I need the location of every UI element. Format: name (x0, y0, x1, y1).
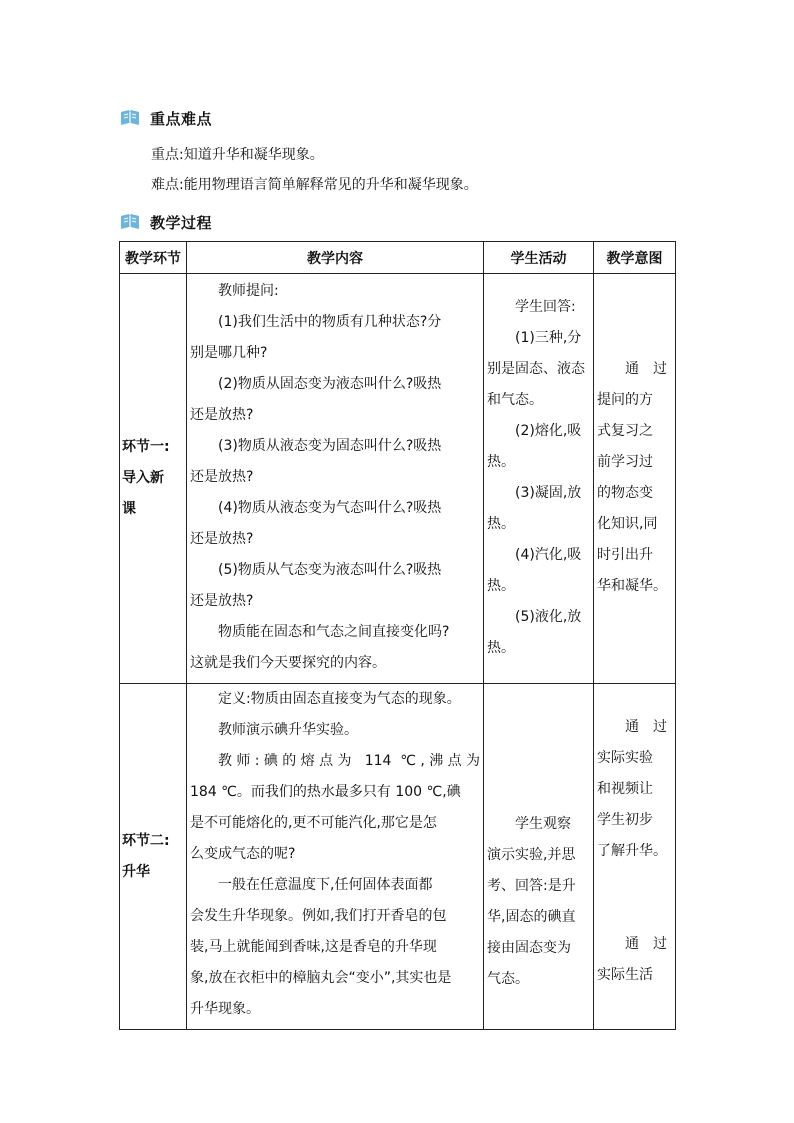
section-heading-teaching-process (120, 211, 212, 233)
table-header-row (120, 242, 676, 274)
book-icon (120, 213, 140, 231)
stage-label: 环节一: 导入新 课 (122, 439, 170, 517)
stage-cell (120, 274, 187, 684)
teaching-process-table (119, 241, 676, 1030)
intent-cell: 通 过 提问的方 式复习之 前学习过 的物态变 化知识,同 时引出升 华和凝华。 (594, 274, 676, 684)
header-activity: 学生活动 (484, 242, 594, 274)
section-title: 重点难点 (150, 109, 213, 128)
stage-label: 环节二: 升华 (122, 832, 170, 880)
content-cell: 教师提问: (1)我们生活中的物质有几种状态?分 别是哪几种? (2)物质从固态变为液态叫什么?吸热 还是放热? (3)物质从液态变为固态叫什么?吸热 还是放热? (4)物质从液态变为气态叫什么?吸热 还是放热? (5)物质从气态变为液态叫什么?吸热 还是放热? 物质能在固态和气态之间直接变化吗? 这就是我们今天要探究的内容。 (187, 274, 484, 684)
header-stage: 教学环节 (120, 242, 187, 274)
content-cell: 定义:物质由固态直接变为气态的现象。 教师演示碘升华实验。 教师:碘的熔点为 114 ℃,沸点为 184 ℃。而我们的热水最多只有 100 ℃,碘 是不可能熔化的,更不可能汽化,那它是怎 么变成气态的呢? 一般在任意温度下,任何固体表面都 会发生升华现象。例如,我们打开香皂的包 装,马上就能闻到香味,这是香皂的升华现 象,放在衣柜中的樟脑丸会“变小”,其实也是 升华现象。 (187, 684, 484, 1030)
intent-cell: 通 过 实际实验 和视频让 学生初步 了解升华。 通 过 实际生活 (594, 684, 676, 1030)
header-intent: 教学意图 (594, 242, 676, 274)
difficulty-text: 难点:能用物理语言简单解释常见的升华和凝华现象。 (151, 177, 478, 193)
key-point-text: 重点:知道升华和凝华现象。 (151, 147, 324, 163)
table-row (120, 684, 676, 1030)
activity-cell: 学生观察 演示实验,并思 考、回答:是升 华,固态的碘直 接由固态变为 气态。 (484, 684, 594, 1030)
activity-cell: 学生回答: (1)三种,分 别是固态、液态 和气态。 (2)熔化,吸 热。 (3)凝固,放 热。 (4)汽化,吸 热。 (5)液化,放 热。 (484, 274, 594, 684)
table-row (120, 274, 676, 684)
section-title: 教学过程 (150, 213, 213, 232)
section-heading-key-points (120, 107, 212, 129)
book-icon (120, 109, 140, 127)
header-content: 教学内容 (187, 242, 484, 274)
stage-cell (120, 684, 187, 1030)
